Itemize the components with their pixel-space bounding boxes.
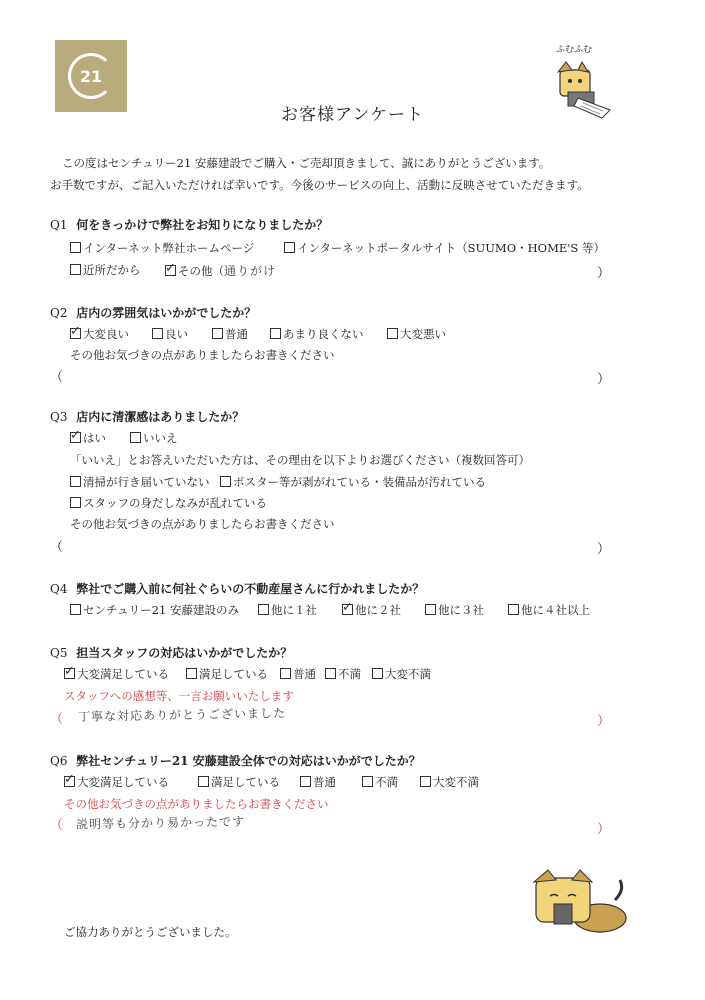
checkbox[interactable] (130, 432, 141, 443)
option-label: 近所だから (83, 263, 141, 277)
q5-heading (50, 644, 292, 661)
checkbox[interactable] (70, 242, 81, 253)
q2-option-very-bad[interactable] (387, 326, 446, 342)
q5-paren-close: ） (597, 714, 611, 729)
page-title: お客様アンケート (281, 105, 424, 125)
option-label: 大変不満 (385, 667, 431, 681)
q6-option-very-satisfied[interactable] (64, 774, 169, 790)
q2-option-normal[interactable] (212, 326, 248, 342)
checkbox[interactable] (198, 776, 209, 787)
q6-handwritten-answer: 説明等も分かり易かったです (75, 814, 246, 832)
q4-option-3[interactable] (425, 602, 484, 618)
checkbox[interactable] (152, 328, 163, 339)
option-label: ポスター等が剥がれている・装備品が汚れている (233, 475, 486, 489)
option-label: 大変満足している (77, 775, 169, 789)
q4-option-1[interactable] (258, 602, 317, 618)
q6-number: Q6 (50, 754, 68, 768)
option-label: スタッフの身だしなみが乱れている (83, 496, 267, 510)
mascot-lying-illustration (520, 860, 630, 940)
option-label: 他に４社以上 (521, 603, 590, 617)
intro-line-1: この度はセンチュリー21 安藤建設でご購入・ご売却頂きまして、誠にありがとうございます。 (62, 156, 551, 170)
q5-paren-open: （ (50, 712, 64, 727)
q2-prompt: その他お気づきの点がありましたらお書きください (70, 348, 335, 362)
checkbox-checked[interactable] (64, 668, 75, 679)
intro-line-2: お手数ですが、ご記入いただければ幸いです。今後のサービスの向上、活動に反映させていただきます。 (50, 178, 589, 192)
checkbox-checked[interactable] (70, 432, 81, 443)
option-label: 普通 (293, 667, 316, 681)
q6-paren-close: ） (597, 822, 611, 837)
q5-option-very-satisfied[interactable] (64, 666, 169, 682)
q5-prompt: スタッフへの感想等、一言お願いいたします (64, 689, 294, 703)
checkbox-checked[interactable] (64, 776, 75, 787)
logo-text: 21 (79, 66, 103, 86)
option-label: その他 (178, 264, 213, 278)
checkbox[interactable] (420, 776, 431, 787)
option-label: 清掃が行き届いていない (83, 475, 210, 489)
option-label: 大変不満 (433, 775, 479, 789)
q5-option-normal[interactable] (280, 666, 316, 682)
q4-number: Q4 (50, 582, 68, 596)
option-label: 他に３社 (438, 603, 484, 617)
q2-paren-close: ） (597, 372, 611, 387)
option-label: いいえ (143, 431, 178, 445)
checkbox[interactable] (70, 604, 81, 615)
q6-text: 弊社センチュリー21 安藤建設全体での対応はいかがでしたか？ (76, 754, 421, 768)
checkbox[interactable] (325, 668, 336, 679)
handwritten-answer: 通りがけ (224, 264, 277, 278)
q5-option-very-dissatisfied[interactable] (372, 666, 431, 682)
q4-heading (50, 580, 424, 597)
q3-prompt: その他お気づきの点がありましたらお書きください (70, 517, 335, 531)
checkbox[interactable] (387, 328, 398, 339)
q1-option-nearby[interactable] (70, 262, 141, 278)
q3-heading (50, 408, 244, 425)
checkbox[interactable] (300, 776, 311, 787)
q1-text: 何をきっかけで弊社をお知りになりましたか？ (76, 218, 329, 232)
q6-option-satisfied[interactable] (198, 774, 280, 790)
q6-option-dissatisfied[interactable] (362, 774, 398, 790)
checkbox[interactable] (212, 328, 223, 339)
q3-reason-prompt: 「いいえ」とお答えいただいた方は、その理由を以下よりお選びください（複数回答可） (70, 453, 530, 467)
q5-handwritten-answer: 丁寧な対応ありがとうございました (77, 706, 287, 724)
q1-option-other[interactable] (165, 262, 276, 279)
q2-option-very-good[interactable] (70, 326, 129, 342)
option-label: はい (83, 431, 106, 445)
mascot-speech-text: ふむふむ (556, 45, 593, 55)
q4-option-4plus[interactable] (508, 602, 590, 618)
checkbox[interactable] (258, 604, 269, 615)
q3-paren-close: ） (597, 542, 611, 557)
q4-option-only[interactable] (70, 602, 239, 618)
logo-mark (68, 53, 114, 99)
q3-option-no[interactable] (130, 430, 178, 446)
option-label: センチュリー21 安藤建設のみ (83, 603, 239, 617)
checkbox[interactable] (70, 476, 81, 487)
checkbox[interactable] (425, 604, 436, 615)
q2-paren-open: （ (50, 370, 64, 385)
q3-reason-cleaning[interactable] (70, 474, 210, 490)
checkbox[interactable] (270, 328, 281, 339)
q2-heading (50, 304, 256, 321)
option-label: 大変良い (83, 327, 129, 341)
q1-paren-close: ） (597, 266, 611, 281)
q2-number: Q2 (50, 306, 68, 320)
q2-text: 店内の雰囲気はいかがでしたか？ (76, 306, 257, 320)
option-label: 大変悪い (400, 327, 446, 341)
q6-option-normal[interactable] (300, 774, 336, 790)
checkbox[interactable] (70, 264, 81, 275)
q3-reason-appearance[interactable] (70, 495, 267, 511)
q4-option-2[interactable] (342, 602, 401, 618)
checkbox[interactable] (362, 776, 373, 787)
q3-text: 店内に清潔感はありましたか？ (76, 410, 245, 424)
option-label: 良い (165, 327, 188, 341)
option-label: 不満 (375, 775, 398, 789)
checkbox[interactable] (508, 604, 519, 615)
checkbox[interactable] (372, 668, 383, 679)
option-label: 不満 (338, 667, 361, 681)
q6-paren-open: （ (50, 818, 64, 833)
option-label: 他に１社 (271, 603, 317, 617)
checkbox[interactable] (70, 497, 81, 508)
checkbox-checked[interactable] (165, 265, 176, 276)
option-label: インターネット弊社ホームページ (83, 241, 255, 255)
paren-open: （ (212, 264, 224, 278)
q3-paren-open: （ (50, 540, 64, 555)
option-label: 普通 (225, 327, 248, 341)
q3-reason-poster[interactable] (220, 474, 486, 490)
q1-number: Q1 (50, 218, 68, 232)
option-label: 他に２社 (355, 603, 401, 617)
q5-text: 担当スタッフの対応はいかがでしたか？ (76, 646, 293, 660)
q6-prompt: その他お気づきの点がありましたらお書きください (64, 797, 329, 811)
option-label: 満足している (211, 775, 280, 789)
option-label: 満足している (199, 667, 268, 681)
q4-text: 弊社でご購入前に何社ぐらいの不動産屋さんに行かれましたか？ (76, 582, 425, 596)
q2-option-good[interactable] (152, 326, 188, 342)
checkbox[interactable] (284, 242, 295, 253)
checkbox[interactable] (220, 476, 231, 487)
q6-heading (50, 752, 421, 769)
option-label: 普通 (313, 775, 336, 789)
q1-heading (50, 216, 328, 233)
thank-you-footer: ご協力ありがとうございました。 (64, 925, 237, 939)
option-label: 大変満足している (77, 667, 169, 681)
q5-option-satisfied[interactable] (186, 666, 268, 682)
q5-number: Q5 (50, 646, 68, 660)
q1-option-portal[interactable] (284, 240, 605, 256)
checkbox-checked[interactable] (342, 604, 353, 615)
checkbox[interactable] (280, 668, 291, 679)
q6-option-very-dissatisfied[interactable] (420, 774, 479, 790)
q3-number: Q3 (50, 410, 68, 424)
q2-option-not-good[interactable] (270, 326, 364, 342)
option-label: あまり良くない (283, 327, 364, 341)
q1-option-homepage[interactable] (70, 240, 254, 256)
checkbox[interactable] (186, 668, 197, 679)
option-label: インターネットポータルサイト（SUUMO・HOME'S 等） (297, 241, 605, 255)
checkbox-checked[interactable] (70, 328, 81, 339)
q5-option-dissatisfied[interactable] (325, 666, 361, 682)
q3-option-yes[interactable] (70, 430, 106, 446)
